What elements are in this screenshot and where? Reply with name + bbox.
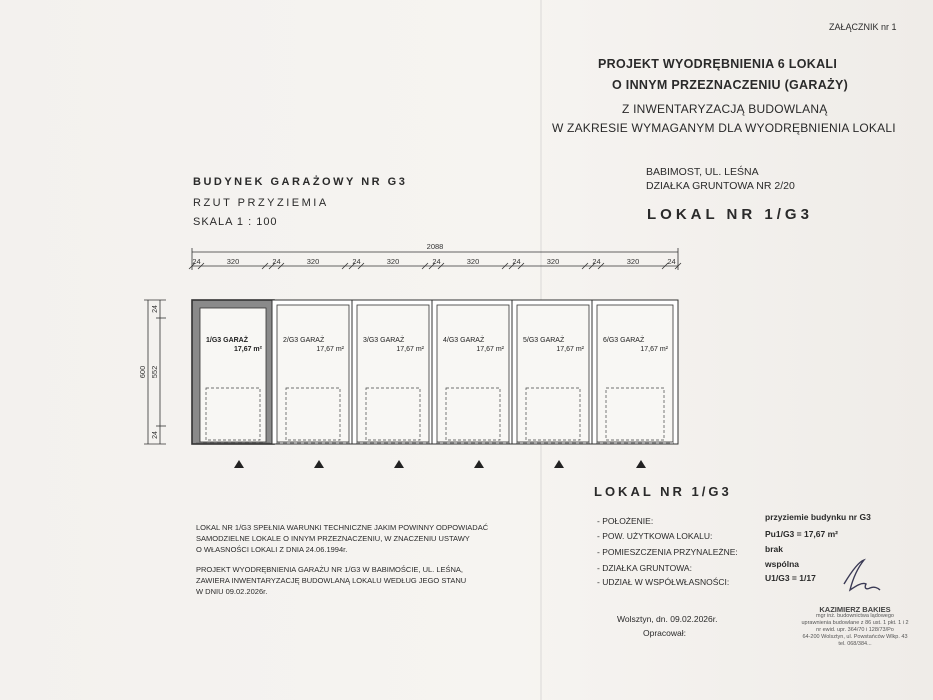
total-dimension: 2088 <box>426 242 444 251</box>
note-inventory-line1: PROJEKT WYODRĘBNIENIA GARAŻU NR 1/G3 W BABIMOŚCIE, UL. LEŚNA, <box>196 565 464 574</box>
dimension-label: 24 <box>352 257 361 266</box>
project-title-line1: PROJEKT WYODRĘBNIENIA 6 LOKALI <box>598 57 838 71</box>
dimension-label: 24 <box>512 257 521 266</box>
garage-interior <box>357 305 429 442</box>
row-value-powierzchnia: Pu1/G3 = 17,67 m² <box>765 529 838 539</box>
note-inventory-line3: W DNIU 09.02.2026r. <box>196 587 268 596</box>
stamp-line5: tel. 068/384... <box>838 641 872 647</box>
row-value-dzialka: wspólna <box>765 559 800 569</box>
scale-label: SKALA 1 : 100 <box>193 216 278 228</box>
project-title-line2: O INNYM PRZEZNACZENIU (GARAŻY) <box>612 78 849 92</box>
garage-area: 17,67 m² <box>396 346 424 353</box>
garage-area: 17,67 m² <box>640 346 668 353</box>
row-label-powierzchnia: - POW. UŻYTKOWA LOKALU: <box>597 531 713 541</box>
note-inventory-line2: ZAWIERA INWENTARYZACJĘ BUDOWLANĄ LOKALU WEDŁUG JEGO STANU <box>196 576 467 585</box>
dimension-label: 320 <box>386 257 400 266</box>
entrance-arrow-icon <box>474 460 484 468</box>
row-value-pomieszczenia: brak <box>765 544 783 554</box>
lokal-heading-top: LOKAL NR 1/G3 <box>647 206 813 223</box>
entrance-arrow-icon <box>636 460 646 468</box>
row-value-polozenie: przyziemie budynku nr G3 <box>765 512 871 522</box>
side-dim-600: 600 <box>138 365 147 379</box>
note-technical-line2: SAMODZIELNE LOKALE O INNYM PRZEZNACZENIU, W ZNACZENIU USTAWY <box>196 534 470 543</box>
garage-name: 4/G3 GARAŻ <box>443 337 485 344</box>
entrance-arrow-icon <box>554 460 564 468</box>
garage-unit-1 <box>192 300 274 468</box>
side-dim-552: 552 <box>150 365 159 379</box>
entrance-arrow-icon <box>314 460 324 468</box>
row-label-polozenie: - POŁOŻENIE: <box>597 516 654 526</box>
dimension-label: 24 <box>272 257 281 266</box>
project-subtitle-line2: W ZAKRESIE WYMAGANYM DLA WYODRĘBNIENIA LOKALI <box>552 121 896 135</box>
engineer-stamp <box>793 606 917 648</box>
lokal-heading-middle: LOKAL NR 1/G3 <box>594 484 732 499</box>
garage-interior <box>200 308 266 442</box>
dimension-label: 24 <box>192 257 201 266</box>
stamp-line1: mgr inż. budownictwa lądowego <box>816 613 894 619</box>
dimension-label: 320 <box>226 257 240 266</box>
dimension-label: 320 <box>546 257 560 266</box>
row-value-udzial: U1/G3 = 1/17 <box>765 573 816 583</box>
garage-name: 6/G3 GARAŻ <box>603 337 645 344</box>
note-inventory <box>196 564 466 597</box>
floor-plan-drawing <box>130 238 690 478</box>
attachment-label: ZAŁĄCZNIK nr 1 <box>829 22 897 32</box>
garage-name: 3/G3 GARAŻ <box>363 337 405 344</box>
garage-name: 2/G3 GARAŻ <box>283 337 325 344</box>
dimension-label: 320 <box>626 257 640 266</box>
dimension-label: 320 <box>306 257 320 266</box>
note-technical-line1: LOKAL NR 1/G3 SPEŁNIA WARUNKI TECHNICZNE JAKIM POWINNY ODPOWIADAĆ <box>196 523 489 532</box>
garage-name: 5/G3 GARAŻ <box>523 337 565 344</box>
garage-interior <box>597 305 673 442</box>
garage-unit-2 <box>272 300 354 468</box>
address-line2: DZIAŁKA GRUNTOWA NR 2/20 <box>646 180 795 192</box>
row-label-dzialka: - DZIAŁKA GRUNTOWA: <box>597 563 692 573</box>
prepared-by-label: Opracował: <box>643 628 686 638</box>
view-label: RZUT PRZYZIEMIA <box>193 197 329 209</box>
note-technical-line3: O WŁASNOŚCI LOKALI Z DNIA 24.06.1994r. <box>196 545 348 554</box>
stamp-line4: 64-200 Wolsztyn, ul. Powstańców Wlkp. 43 <box>802 634 908 640</box>
side-dim-24-bottom: 24 <box>152 431 159 439</box>
garage-interior <box>517 305 589 442</box>
side-dim-24-top: 24 <box>152 305 159 313</box>
dimension-label: 24 <box>592 257 601 266</box>
project-subtitle-line1: Z INWENTARYZACJĄ BUDOWLANĄ <box>622 102 828 116</box>
place-and-date: Wolsztyn, dn. 09.02.2026r. <box>617 614 718 624</box>
garage-area: 17,67 m² <box>476 346 504 353</box>
dimension-label: 320 <box>466 257 480 266</box>
stamp-name: KAZIMIERZ BAKIES <box>819 605 891 614</box>
garage-interior <box>437 305 509 442</box>
garage-unit-6 <box>592 300 678 468</box>
entrance-arrow-icon <box>394 460 404 468</box>
stamp-line2: uprawnienia budowlane z 86 ust. 1 pkt. 1 i 2 <box>801 620 909 626</box>
handwritten-signature <box>836 556 886 606</box>
address-line1: BABIMOST, UL. LEŚNA <box>646 166 759 178</box>
garage-name: 1/G3 GARAŻ <box>206 337 249 344</box>
dimension-label: 24 <box>667 257 676 266</box>
building-label: BUDYNEK GARAŻOWY NR G3 <box>193 176 408 188</box>
stamp-line3: nr ewid. upr. 364/70 i 128/73/Po <box>816 627 894 633</box>
note-technical <box>196 522 488 555</box>
row-label-pomieszczenia: - POMIESZCZENIA PRZYNALEŻNE: <box>597 547 738 557</box>
garage-unit-4 <box>432 300 514 468</box>
dimension-label: 24 <box>432 257 441 266</box>
garage-area: 17,67 m² <box>316 346 344 353</box>
garage-unit-5 <box>512 300 594 468</box>
row-label-udzial: - UDZIAŁ W WSPÓŁWŁASNOŚCI: <box>597 577 730 587</box>
garage-interior <box>277 305 349 442</box>
entrance-arrow-icon <box>234 460 244 468</box>
garage-area: 17,67 m² <box>556 346 584 353</box>
garage-area: 17,67 m² <box>233 346 262 353</box>
garage-unit-3 <box>352 300 434 468</box>
